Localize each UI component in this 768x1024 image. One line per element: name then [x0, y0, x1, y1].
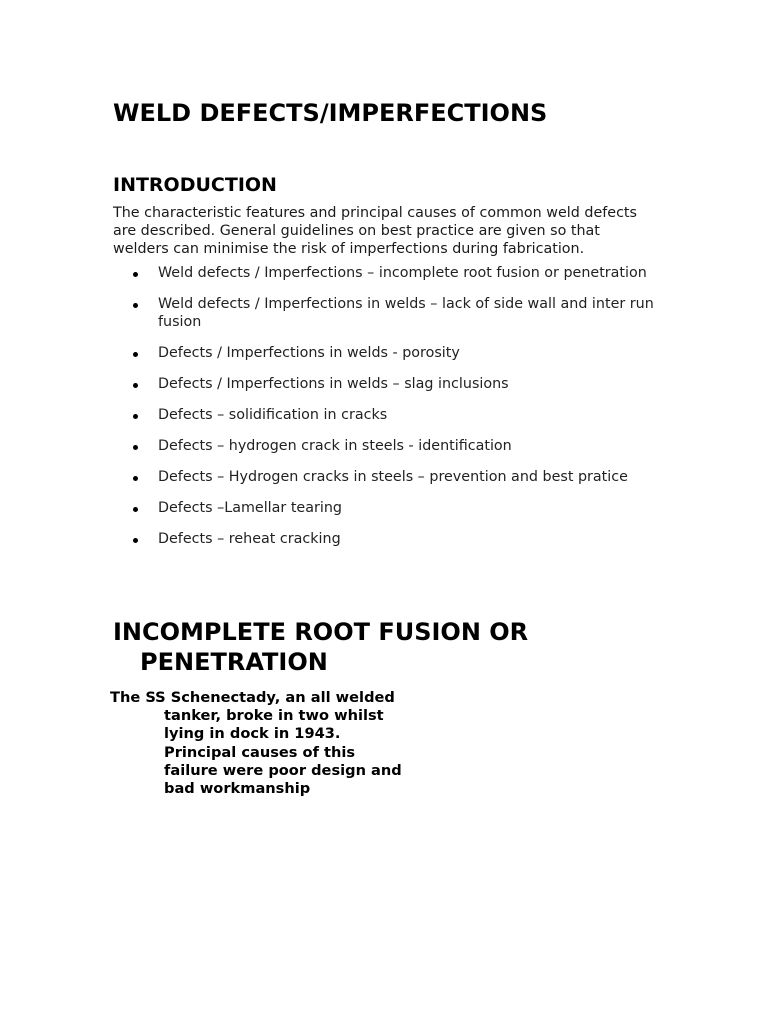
list-item	[113, 530, 673, 548]
list-item-text: Defects / Imperfections in welds – slag inclusions	[158, 376, 509, 392]
list-item-text: Weld defects / Imperfections – incomplete root fusion or penetration	[158, 265, 647, 281]
list-item-text: Defects – reheat cracking	[158, 531, 341, 547]
bullet-icon	[133, 445, 138, 450]
list-item	[113, 375, 673, 393]
list-item	[113, 344, 673, 362]
bullet-icon	[133, 538, 138, 543]
section-heading: INCOMPLETE ROOT FUSION OR PENETRATION	[113, 618, 529, 676]
list-item-text: Weld defects / Imperfections in welds – lack of side wall and inter run fusion	[158, 296, 654, 330]
list-item-text: Defects – hydrogen crack in steels - identification	[158, 438, 512, 454]
list-item	[113, 264, 673, 282]
section-caption: The SS Schenectady, an all welded tanker, broke in two whilst lying in dock in 1943. Principal causes of this failure were poor design and bad workmanship	[110, 689, 402, 798]
list-item-text: Defects / Imperfections in welds - porosity	[158, 345, 460, 361]
introduction-paragraph: The characteristic features and principal causes of common weld defects are described. General guidelines on best practice are given so that welders can minimise the risk of imperfections during fabrication.	[113, 205, 637, 257]
list-item-text: Defects – solidification in cracks	[158, 407, 388, 423]
bullet-icon	[133, 507, 138, 512]
list-item	[113, 437, 673, 455]
list-item	[113, 468, 673, 486]
bullet-icon	[133, 303, 138, 308]
introduction-heading: INTRODUCTION	[113, 174, 277, 196]
bullet-icon	[133, 414, 138, 419]
list-item	[113, 499, 673, 517]
list-item-text: Defects – Hydrogen cracks in steels – prevention and best pratice	[158, 469, 628, 485]
bullet-icon	[133, 383, 138, 388]
bullet-icon	[133, 352, 138, 357]
list-item	[113, 295, 673, 331]
defect-topics-list	[113, 264, 673, 561]
document-title: WELD DEFECTS/IMPERFECTIONS	[113, 99, 548, 127]
list-item	[113, 406, 673, 424]
list-item-text: Defects –Lamellar tearing	[158, 500, 342, 516]
bullet-icon	[133, 272, 138, 277]
bullet-icon	[133, 476, 138, 481]
